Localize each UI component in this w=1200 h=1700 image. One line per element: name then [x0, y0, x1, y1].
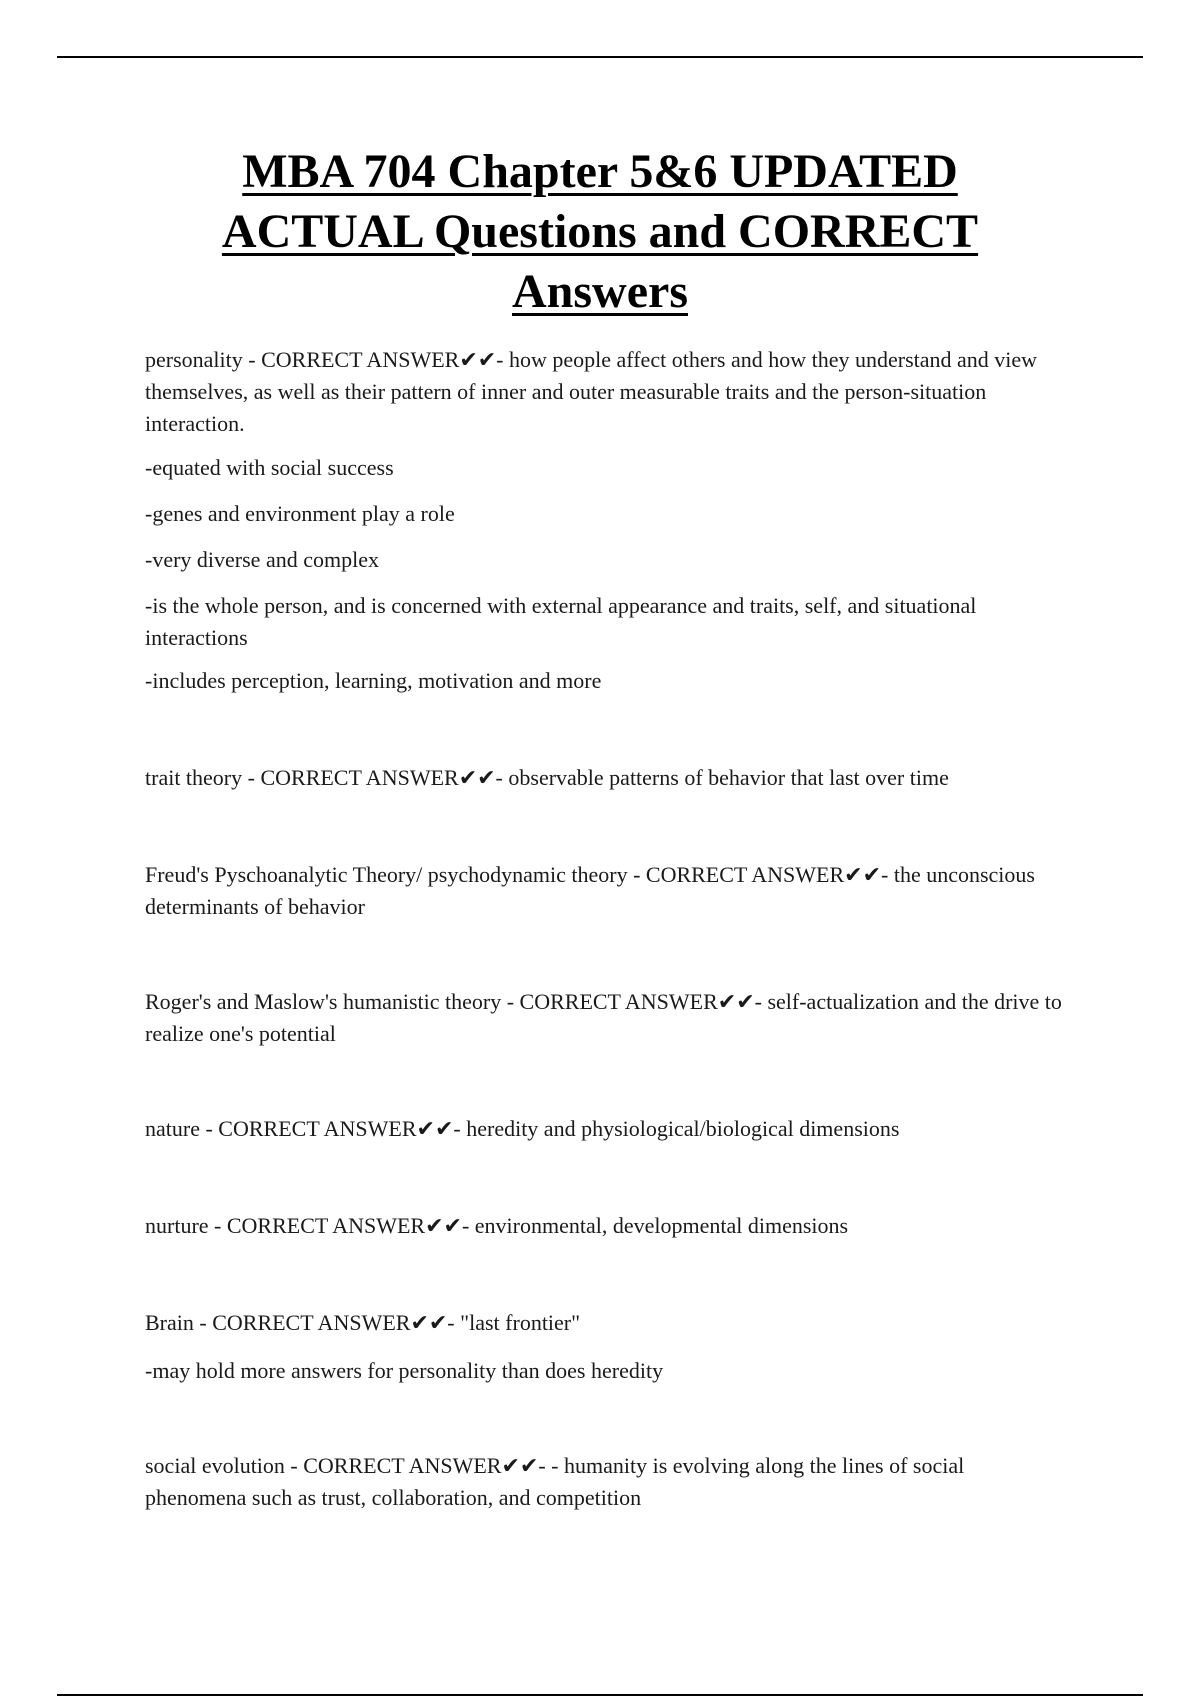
- title-line-2: ACTUAL Questions and CORRECT: [221, 205, 979, 258]
- entry-line: -includes perception, learning, motivation and more: [145, 668, 602, 693]
- entry-trait-theory: trait theory - CORRECT ANSWER✔✔- observable patterns of behavior that last over time: [145, 765, 949, 790]
- title-line-1: MBA 704 Chapter 5&6 UPDATED: [242, 145, 958, 198]
- title-line-3: Answers: [512, 265, 688, 318]
- entry-nature: nature - CORRECT ANSWER✔✔- heredity and physiological/biological dimensions: [145, 1116, 900, 1141]
- top-rule: [57, 56, 1143, 58]
- document-title: [130, 142, 1070, 322]
- entry-social-evolution: social evolution - CORRECT ANSWER✔✔- - humanity is evolving along the lines of social phenomena such as trust, collaboration, and competition: [145, 1453, 965, 1510]
- entry-brain: Brain - CORRECT ANSWER✔✔- "last frontier": [145, 1310, 581, 1335]
- entry-personality: personality - CORRECT ANSWER✔✔- how people affect others and how they understand and view themselves, as well as their pattern of inner and outer measurable traits and the person-situation interaction.: [145, 347, 1038, 436]
- entry-line: -may hold more answers for personality than does heredity: [145, 1358, 664, 1383]
- entry-line: -genes and environment play a role: [145, 501, 455, 526]
- entry-line: -is the whole person, and is concerned with external appearance and traits, self, and situational interactions: [145, 593, 977, 650]
- entry-humanistic: Roger's and Maslow's humanistic theory - CORRECT ANSWER✔✔- self-actualization and the drive to realize one's potential: [145, 989, 1062, 1046]
- entry-line: -very diverse and complex: [145, 547, 379, 572]
- entry-freud: Freud's Pyschoanalytic Theory/ psychodynamic theory - CORRECT ANSWER✔✔- the unconscious determinants of behavior: [145, 862, 1035, 919]
- bottom-rule: [57, 1694, 1143, 1696]
- entry-nurture: nurture - CORRECT ANSWER✔✔- environmental, developmental dimensions: [145, 1213, 849, 1238]
- entry-line: -equated with social success: [145, 455, 394, 480]
